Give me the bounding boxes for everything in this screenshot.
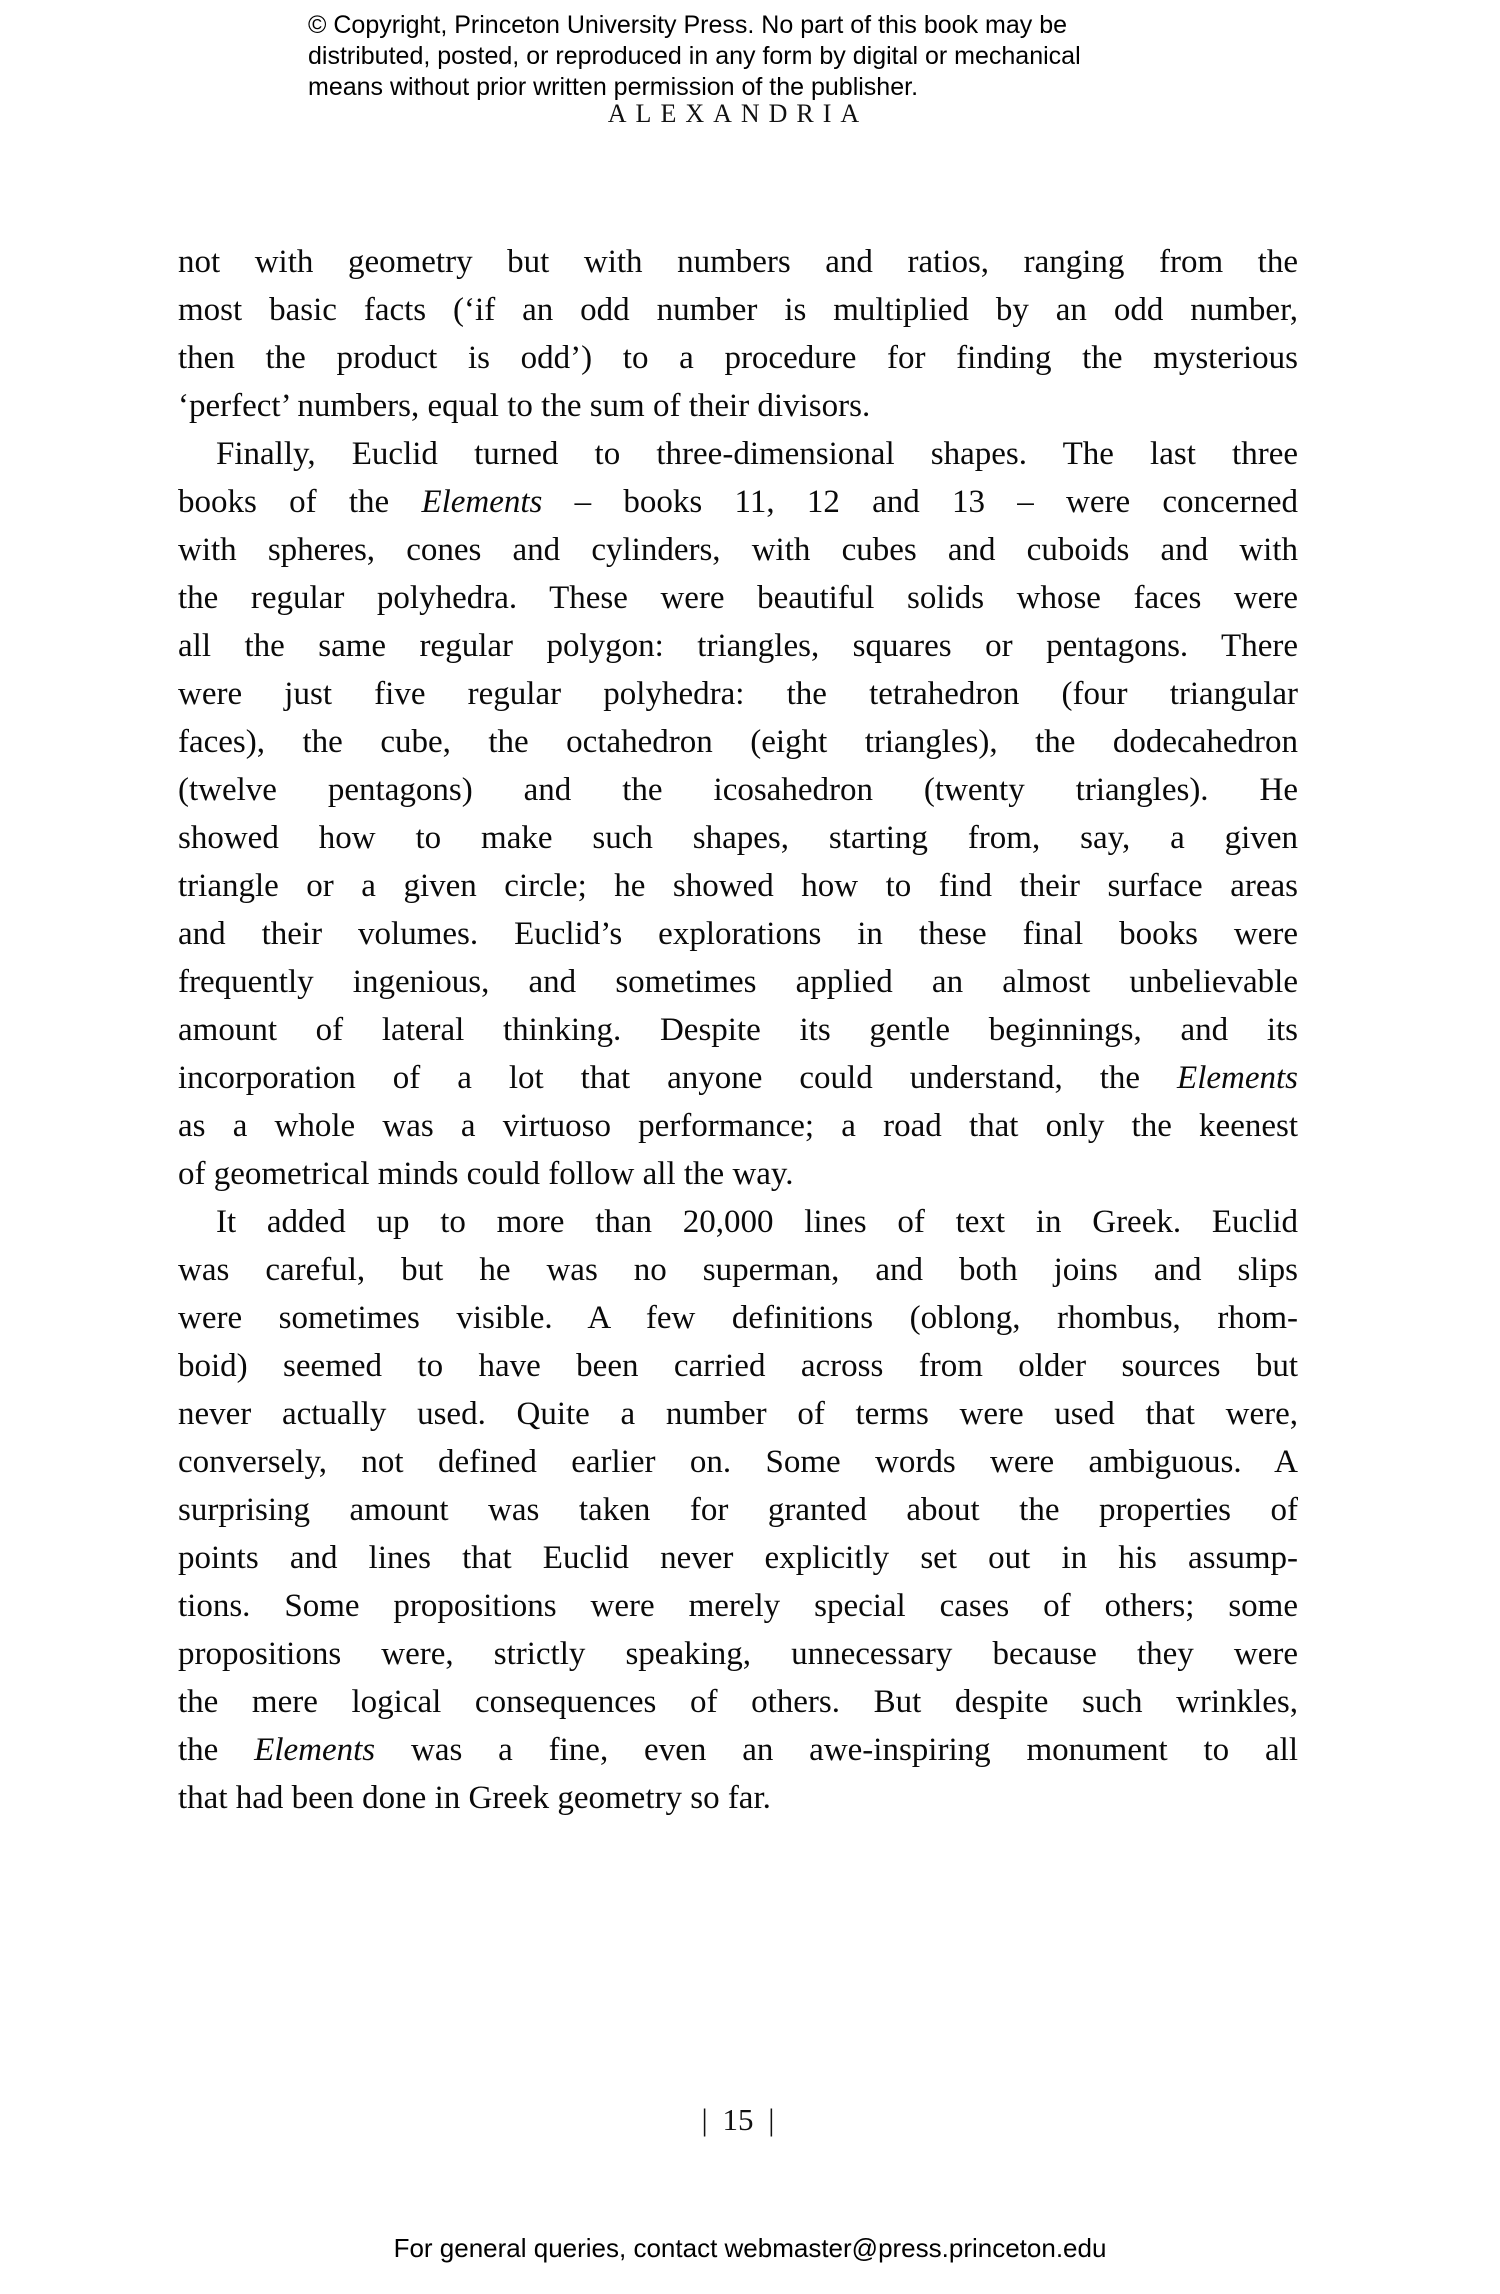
text-segment: amount of lateral thinking. Despite its gentle beginnings, and its	[178, 1012, 1298, 1048]
text-line	[178, 1342, 1298, 1390]
text-segment: was a fine, even an awe-inspiring monument to all	[375, 1732, 1298, 1768]
text-segment: most basic facts (‘if an odd number is multiplied by an odd number,	[178, 292, 1298, 328]
text-line	[178, 1054, 1298, 1102]
text-segment: points and lines that Euclid never explicitly set out in his assump-	[178, 1540, 1298, 1576]
text-line	[178, 670, 1298, 718]
text-line	[178, 430, 1298, 478]
text-segment: incorporation of a lot that anyone could understand, the	[178, 1060, 1178, 1096]
text-segment: as a whole was a virtuoso performance; a road that only the keenest	[178, 1108, 1298, 1144]
text-line	[178, 814, 1298, 862]
text-line	[178, 1486, 1298, 1534]
text-segment: Finally, Euclid turned to three-dimensional shapes. The last three	[216, 436, 1298, 472]
text-segment: all the same regular polygon: triangles, squares or pentagons. There	[178, 628, 1298, 664]
text-segment: were sometimes visible. A few definitions (oblong, rhombus, rhom-	[178, 1300, 1298, 1336]
text-line	[178, 382, 1298, 430]
book-title-italic: Elements	[254, 1732, 376, 1768]
text-segment: – books 11, 12 and 13 – were concerned	[542, 484, 1298, 520]
text-segment: faces), the cube, the octahedron (eight triangles), the dodecahedron	[178, 724, 1298, 760]
text-line	[178, 574, 1298, 622]
text-segment: propositions were, strictly speaking, unnecessary because they were	[178, 1636, 1298, 1672]
text-segment: frequently ingenious, and sometimes applied an almost unbelievable	[178, 964, 1298, 1000]
text-line	[178, 1294, 1298, 1342]
text-line	[178, 1630, 1298, 1678]
text-line	[178, 1774, 1298, 1822]
text-segment: It added up to more than 20,000 lines of text in Greek. Euclid	[216, 1204, 1298, 1240]
text-line	[178, 1150, 1298, 1198]
text-line	[178, 286, 1298, 334]
text-segment: books of the	[178, 484, 422, 520]
text-segment: tions. Some propositions were merely special cases of others; some	[178, 1588, 1298, 1624]
text-line	[178, 622, 1298, 670]
copyright-line: © Copyright, Princeton University Press. No part of this book may be	[308, 11, 1068, 39]
text-line	[178, 238, 1298, 286]
text-segment: triangle or a given circle; he showed how to find their surface areas	[178, 868, 1298, 904]
text-segment: and their volumes. Euclid’s explorations in these final books were	[178, 916, 1298, 952]
text-line	[178, 1246, 1298, 1294]
copyright-line: means without prior written permission of the publisher.	[308, 73, 919, 101]
footer-contact: For general queries, contact webmaster@press.princeton.edu	[393, 2233, 1107, 2263]
text-segment: the	[178, 1732, 255, 1768]
text-segment: the mere logical consequences of others. But despite such wrinkles,	[178, 1684, 1298, 1720]
text-line	[178, 478, 1298, 526]
text-segment: was careful, but he was no superman, and both joins and slips	[178, 1252, 1298, 1288]
copyright-notice	[308, 10, 1081, 103]
text-line	[178, 1534, 1298, 1582]
book-title-italic: Elements	[1177, 1060, 1298, 1096]
text-line	[178, 1582, 1298, 1630]
text-line	[178, 1726, 1298, 1774]
text-segment: never actually used. Quite a number of terms were used that were,	[178, 1396, 1298, 1432]
text-segment: surprising amount was taken for granted about the properties of	[178, 1492, 1298, 1528]
text-segment: of geometrical minds could follow all the way.	[178, 1156, 794, 1192]
text-line	[178, 718, 1298, 766]
text-segment: that had been done in Greek geometry so far.	[178, 1780, 771, 1816]
text-segment: with spheres, cones and cylinders, with cubes and cuboids and with	[178, 532, 1298, 568]
text-segment: were just five regular polyhedra: the tetrahedron (four triangular	[178, 676, 1298, 712]
text-segment: then the product is odd’) to a procedure for finding the mysterious	[178, 340, 1298, 376]
text-segment: not with geometry but with numbers and ratios, ranging from the	[178, 244, 1298, 280]
text-line	[178, 862, 1298, 910]
book-title-italic: Elements	[421, 484, 543, 520]
text-line	[178, 334, 1298, 382]
copyright-line: distributed, posted, or reproduced in any form by digital or mechanical	[308, 42, 1081, 70]
text-line	[178, 766, 1298, 814]
text-line	[178, 1438, 1298, 1486]
text-segment: (twelve pentagons) and the icosahedron (twenty triangles). He	[178, 772, 1298, 808]
text-segment: the regular polyhedra. These were beautiful solids whose faces were	[178, 580, 1298, 616]
page-body	[178, 238, 1298, 1822]
text-segment: boid) seemed to have been carried across from older sources but	[178, 1348, 1298, 1384]
text-line	[178, 1390, 1298, 1438]
text-segment: ‘perfect’ numbers, equal to the sum of their divisors.	[178, 388, 871, 424]
text-line	[178, 1102, 1298, 1150]
page-number: | 15 |	[701, 2102, 775, 2137]
text-line	[178, 526, 1298, 574]
text-segment: showed how to make such shapes, starting from, say, a given	[178, 820, 1298, 856]
text-segment: conversely, not defined earlier on. Some words were ambiguous. A	[178, 1444, 1298, 1480]
text-line	[178, 910, 1298, 958]
running-head: ALEXANDRIA	[607, 99, 869, 128]
text-line	[178, 1006, 1298, 1054]
text-line	[178, 1198, 1298, 1246]
text-line	[178, 1678, 1298, 1726]
text-line	[178, 958, 1298, 1006]
